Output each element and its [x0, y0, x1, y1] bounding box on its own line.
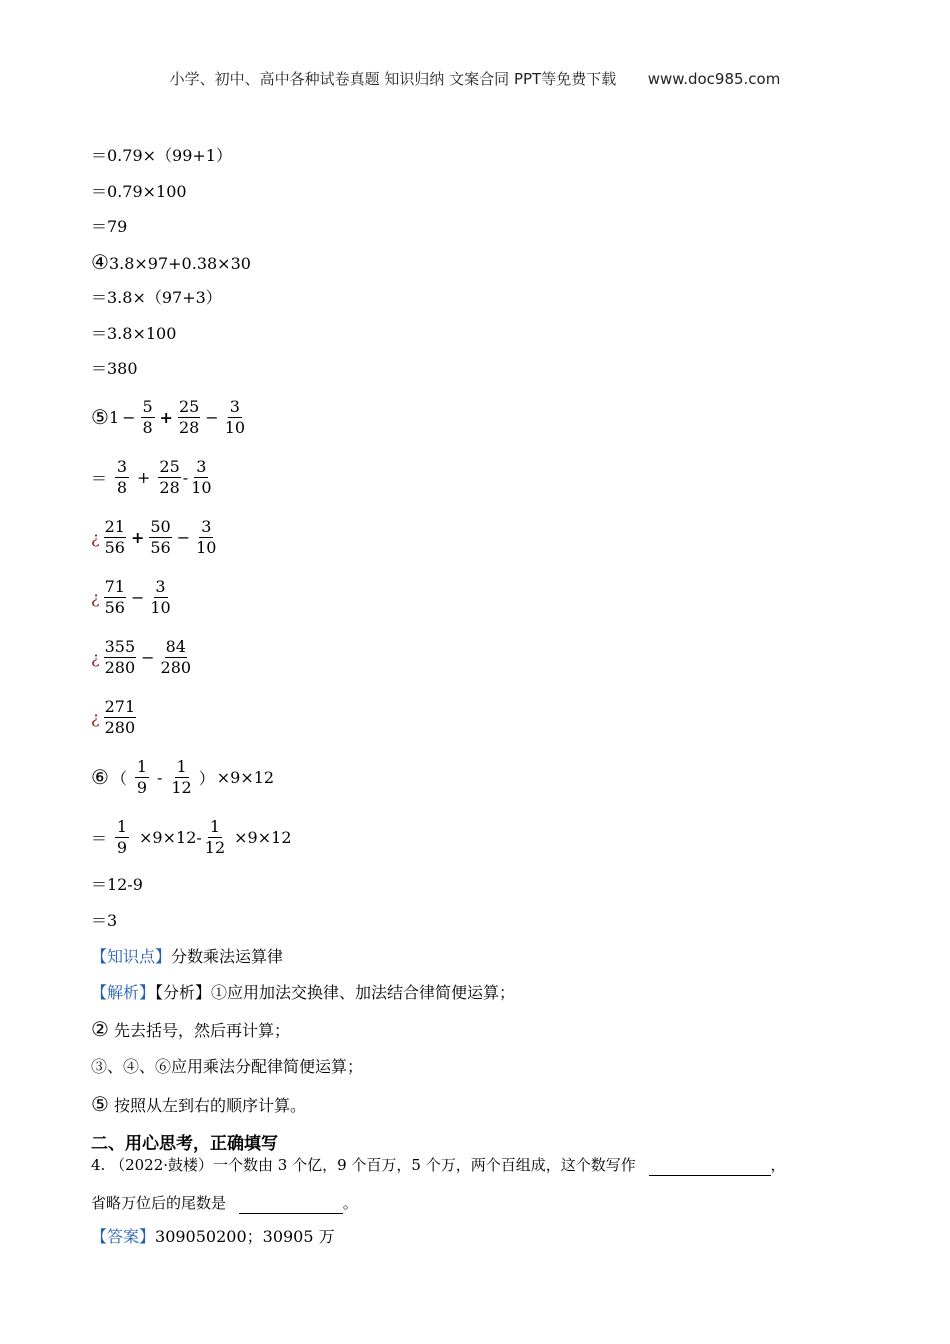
- denominator: 56: [150, 537, 171, 557]
- fraction: [104, 577, 126, 618]
- page-header: [0, 68, 950, 89]
- calc-line: ＝3.8×100: [91, 324, 177, 343]
- expression: ×9×12: [234, 827, 292, 847]
- fraction: [149, 577, 171, 618]
- numerator: 271: [104, 696, 136, 716]
- circle-5-icon: ⑤: [91, 1092, 109, 1116]
- numerator: 3: [116, 456, 128, 476]
- fraction: [104, 637, 137, 678]
- numerator: 3: [201, 516, 212, 536]
- answer-text: 309050200；30905 万: [155, 1227, 335, 1246]
- plus-sign: +: [130, 527, 145, 547]
- denominator: 56: [104, 537, 125, 557]
- frac-line: [91, 693, 138, 741]
- analysis-text: 按照从左到右的顺序计算。: [108, 1096, 307, 1115]
- question-text: 4. （2022·鼓楼）一个数由 3 个亿，9 个百万，5 个万，两个百组成，这个数写作: [91, 1156, 636, 1174]
- fraction: [160, 637, 193, 678]
- frac-line: [91, 813, 292, 861]
- denominator: 28: [178, 417, 200, 437]
- minus-sign: -: [182, 467, 189, 487]
- answer-line: [91, 1226, 335, 1248]
- fraction: [104, 517, 126, 558]
- numerator: 25: [178, 396, 200, 416]
- fraction: [170, 757, 192, 798]
- question-4-line-2: [91, 1192, 358, 1214]
- expression: ×9×12: [216, 767, 275, 787]
- denominator: 12: [171, 777, 192, 797]
- punctuation: ，: [770, 1156, 786, 1174]
- minus-sign: -: [156, 767, 163, 787]
- numerator: 25: [159, 456, 180, 476]
- question-4: [91, 1154, 786, 1176]
- circle-2-icon: ②: [91, 1017, 109, 1041]
- numerator: 3: [196, 456, 207, 476]
- calc-line: ＝0.79×100: [91, 182, 187, 201]
- denominator: 10: [150, 597, 171, 617]
- calc-line: ＝0.79×（99+1）: [91, 146, 232, 165]
- inverted-question-icon: ¿: [91, 707, 100, 727]
- minus-sign: −: [176, 527, 191, 547]
- numerator: 1: [209, 816, 221, 836]
- frac-line: [91, 573, 174, 621]
- fraction: [178, 397, 200, 438]
- analysis-line: [91, 1093, 306, 1115]
- answer-blank[interactable]: [239, 1197, 343, 1214]
- minus-sign: −: [130, 587, 145, 607]
- circle-4-icon: ④: [91, 250, 109, 274]
- inverted-question-icon: ¿: [91, 527, 100, 547]
- fraction: [195, 517, 217, 558]
- numerator: 1: [176, 756, 187, 776]
- minus-sign: −: [205, 407, 219, 427]
- fraction: [115, 457, 129, 498]
- calc-line: ＝380: [91, 359, 138, 378]
- analysis-sub-label: 【分析】: [155, 983, 212, 1002]
- denominator: 12: [204, 837, 226, 857]
- numerator: 71: [104, 576, 125, 596]
- equals-sign: ＝: [91, 468, 108, 488]
- fraction: [135, 757, 149, 798]
- denominator: 10: [196, 537, 217, 557]
- numerator: 5: [142, 396, 153, 416]
- answer-blank[interactable]: [649, 1159, 771, 1176]
- denominator: 280: [104, 657, 136, 677]
- minus-sign: −: [122, 407, 136, 427]
- circle-5-icon: ⑤: [91, 405, 109, 429]
- frac-line-5: [91, 393, 248, 441]
- analysis-text: ①应用加法交换律、加法结合律简便运算；: [211, 983, 516, 1002]
- circle-6-icon: ⑥: [91, 765, 109, 789]
- answer-label: 【答案】: [91, 1227, 156, 1246]
- question-text: 省略万位后的尾数是: [91, 1194, 227, 1212]
- analysis-line: [91, 982, 515, 1004]
- fraction: [141, 397, 155, 438]
- expression: ×9×12-: [139, 827, 202, 847]
- header-text: 小学、初中、高中各种试卷真题 知识归纳 文案合同 PPT等免费下载: [169, 70, 617, 88]
- inverted-question-icon: ¿: [91, 587, 100, 607]
- knowledge-label: 【知识点】: [91, 947, 172, 966]
- denominator: 10: [224, 417, 246, 437]
- frac-line: [91, 633, 194, 681]
- analysis-line: [91, 1018, 290, 1040]
- denominator: 8: [116, 477, 128, 497]
- numerator: 21: [104, 516, 125, 536]
- fraction: [115, 817, 129, 858]
- numerator: 50: [150, 516, 171, 536]
- numerator: 3: [229, 396, 240, 416]
- denominator: 280: [160, 657, 192, 677]
- denominator: 56: [104, 597, 125, 617]
- denominator: 28: [159, 477, 180, 497]
- frac-line-6: [91, 753, 274, 801]
- denominator: 9: [136, 777, 148, 797]
- fraction: [190, 457, 212, 498]
- numerator: 84: [165, 636, 186, 656]
- section-title: 二、用心思考，正确填写: [91, 1134, 278, 1154]
- analysis-line: ③、④、⑥应用乘法分配律简便运算；: [91, 1057, 364, 1076]
- calc-line: ＝12-9: [91, 875, 143, 894]
- calc-line: ＝3.8×（97+3）: [91, 288, 222, 307]
- equals-sign: ＝: [91, 828, 108, 848]
- left-paren: （: [110, 768, 127, 788]
- calc-line: ＝79: [91, 217, 128, 236]
- numerator: 1: [136, 756, 148, 776]
- denominator: 10: [191, 477, 212, 497]
- knowledge-point: [91, 946, 283, 968]
- fraction: [204, 817, 226, 858]
- fraction: [104, 697, 137, 738]
- header-site: www.doc985.com: [647, 70, 781, 88]
- expression: 3.8×97+0.38×30: [108, 254, 251, 273]
- plus-sign: +: [159, 407, 173, 427]
- frac-line: [91, 513, 219, 561]
- frac-line: [91, 453, 215, 501]
- fraction: [158, 457, 180, 498]
- analysis-text: 先去括号，然后再计算；: [108, 1021, 291, 1040]
- denominator: 9: [116, 837, 128, 857]
- minus-sign: −: [141, 647, 155, 667]
- punctuation: 。: [342, 1194, 358, 1212]
- right-paren: ）: [198, 768, 215, 788]
- calc-line: ＝3: [91, 911, 118, 930]
- fraction: [224, 397, 246, 438]
- numerator: 355: [104, 636, 136, 656]
- inverted-question-icon: ¿: [91, 647, 100, 667]
- knowledge-text: 分数乘法运算律: [171, 947, 284, 966]
- fraction: [149, 517, 171, 558]
- term: 1: [108, 407, 120, 427]
- analysis-label: 【解析】: [91, 983, 156, 1002]
- denominator: 8: [142, 417, 153, 437]
- plus-sign: +: [137, 467, 151, 487]
- numerator: 3: [155, 576, 166, 596]
- numerator: 1: [116, 816, 128, 836]
- calc-line-4: [91, 251, 251, 273]
- denominator: 280: [104, 717, 136, 737]
